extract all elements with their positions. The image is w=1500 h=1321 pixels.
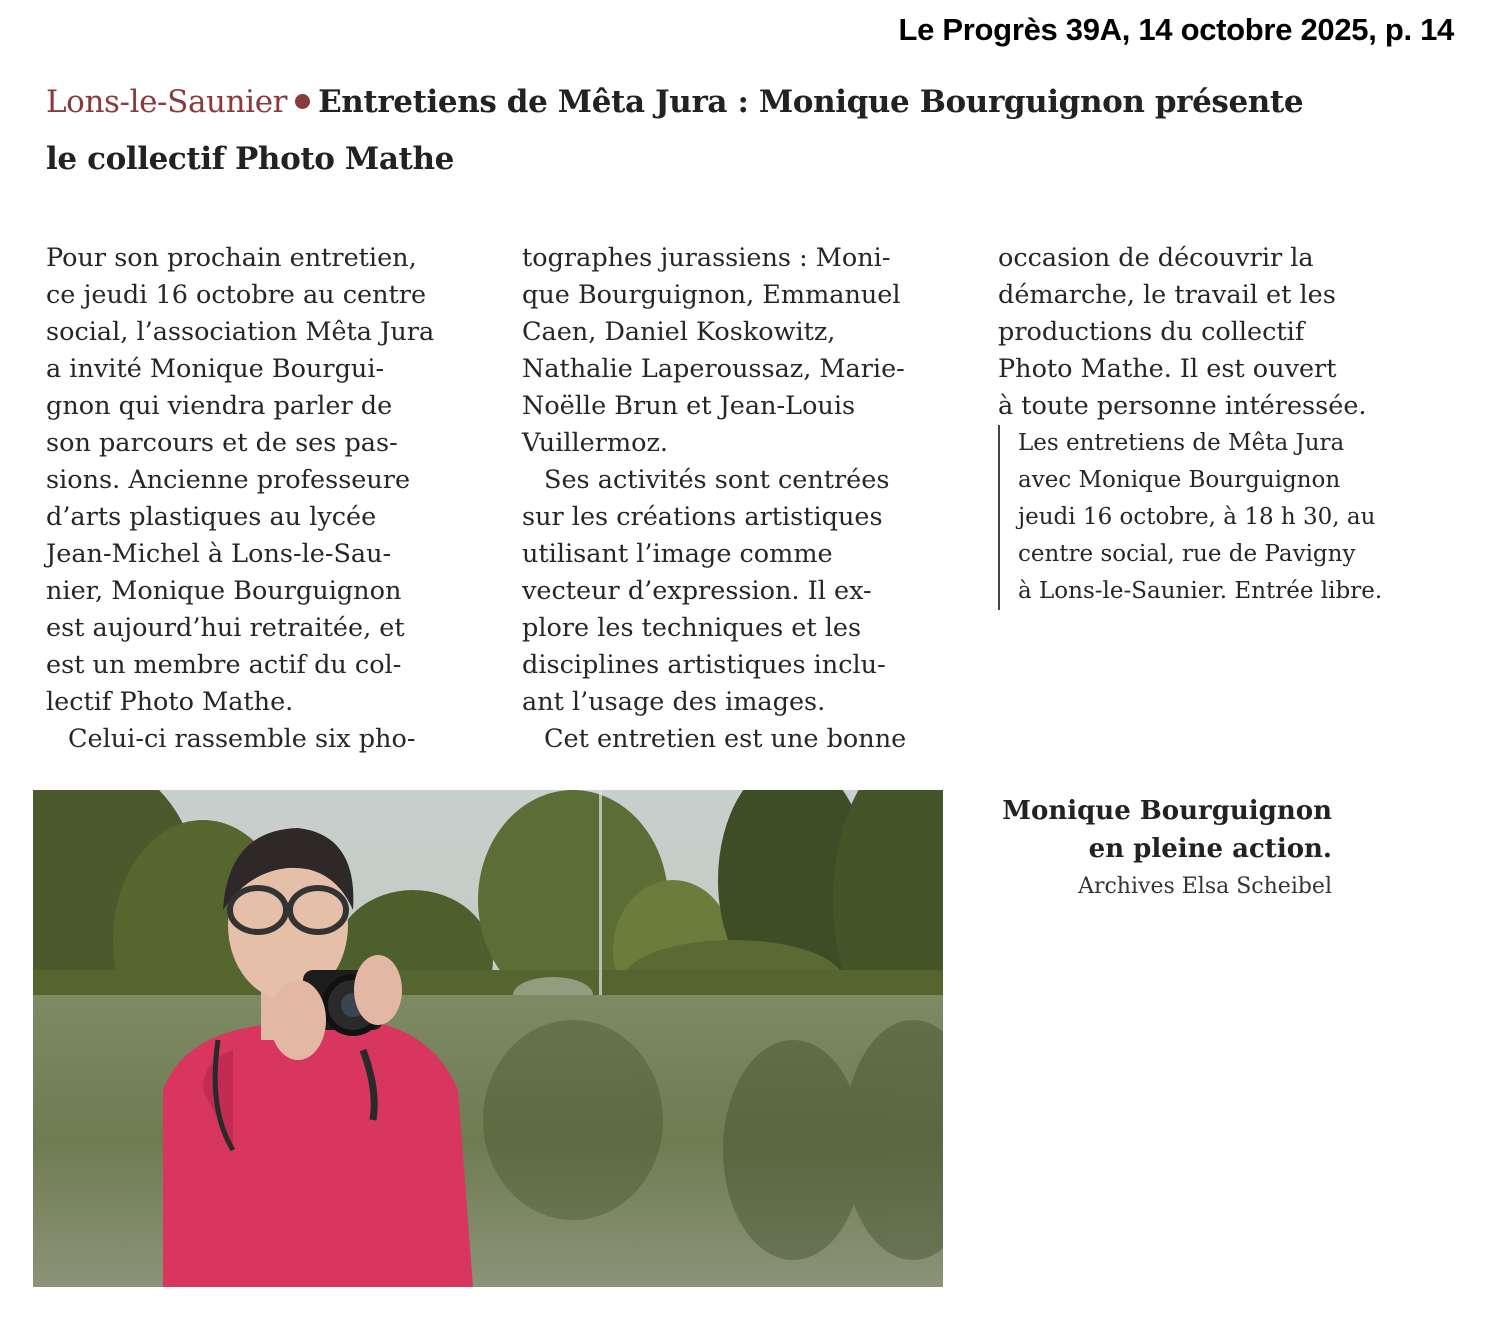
headline bbox=[46, 74, 1446, 188]
info-line: avec Monique Bourguignon bbox=[1018, 467, 1341, 493]
photo-caption bbox=[980, 792, 1332, 906]
text-line: à toute personne intéressée. bbox=[998, 391, 1367, 421]
info-line: à Lons-le-Saunier. Entrée libre. bbox=[1018, 578, 1383, 604]
text-line: Pour son prochain entretien, bbox=[46, 243, 417, 273]
text-line: son parcours et de ses pas- bbox=[46, 428, 398, 458]
text-line: sur les créations artistiques bbox=[522, 502, 883, 532]
text-line: Celui-ci rassemble six pho- bbox=[68, 724, 416, 754]
info-line: Les entretiens de Mêta Jura bbox=[1018, 430, 1345, 456]
text-line: tographes jurassiens : Moni- bbox=[522, 243, 891, 273]
text-line: occasion de découvrir la bbox=[998, 243, 1314, 273]
article-column-3 bbox=[998, 240, 1367, 425]
text-line: ce jeudi 16 octobre au centre bbox=[46, 280, 427, 310]
text-line: Noëlle Brun et Jean-Louis bbox=[522, 391, 856, 421]
text-line: Caen, Daniel Koskowitz, bbox=[522, 317, 836, 347]
text-line: que Bourguignon, Emmanuel bbox=[522, 280, 901, 310]
headline-location: Lons-le-Saunier bbox=[46, 84, 288, 120]
text-line: gnon qui viendra parler de bbox=[46, 391, 393, 421]
source-citation: Le Progrès 39A, 14 octobre 2025, p. 14 bbox=[898, 12, 1454, 47]
caption-line1: Monique Bourguignon bbox=[1002, 796, 1332, 826]
text-line: ant l’usage des images. bbox=[522, 687, 826, 717]
article-column-1 bbox=[46, 240, 434, 758]
event-info-box bbox=[998, 425, 1382, 610]
text-line: Jean-Michel à Lons-le-Sau- bbox=[46, 539, 392, 569]
text-line: a invité Monique Bourgui- bbox=[46, 354, 385, 384]
article-photo bbox=[33, 790, 943, 1287]
article-column-2 bbox=[522, 240, 906, 758]
text-line: démarche, le travail et les bbox=[998, 280, 1336, 310]
text-line: est un membre actif du col- bbox=[46, 650, 402, 680]
text-line: lectif Photo Mathe. bbox=[46, 687, 294, 717]
fountain-jet bbox=[599, 790, 602, 1000]
text-line: utilisant l’image comme bbox=[522, 539, 833, 569]
text-line: social, l’association Mêta Jura bbox=[46, 317, 435, 347]
caption-line2: en pleine action. bbox=[1088, 834, 1332, 864]
photo-illustration bbox=[33, 790, 943, 1287]
bullet-dot bbox=[295, 94, 310, 109]
info-line: jeudi 16 octobre, à 18 h 30, au bbox=[1018, 504, 1376, 530]
text-line: vecteur d’expression. Il ex- bbox=[522, 576, 872, 606]
text-line: productions du collectif bbox=[998, 317, 1305, 347]
text-line: Ses activités sont centrées bbox=[544, 465, 890, 495]
text-line: Photo Mathe. Il est ouvert bbox=[998, 354, 1337, 384]
text-line: Nathalie Laperoussaz, Marie- bbox=[522, 354, 905, 384]
text-line: Cet entretien est une bonne bbox=[544, 724, 907, 754]
headline-title-line2: le collectif Photo Mathe bbox=[46, 141, 454, 177]
text-line: plore les techniques et les bbox=[522, 613, 862, 643]
text-line: d’arts plastiques au lycée bbox=[46, 502, 377, 532]
text-line: nier, Monique Bourguignon bbox=[46, 576, 402, 606]
headline-title-line1: Entretiens de Mêta Jura : Monique Bourguignon présente bbox=[318, 84, 1304, 120]
text-line: sions. Ancienne professeure bbox=[46, 465, 411, 495]
text-line: disciplines artistiques inclu- bbox=[522, 650, 886, 680]
photo-credit: Archives Elsa Scheibel bbox=[1078, 874, 1332, 899]
text-line: Vuillermoz. bbox=[522, 428, 669, 458]
text-line: est aujourd’hui retraitée, et bbox=[46, 613, 405, 643]
info-line: centre social, rue de Pavigny bbox=[1018, 541, 1356, 567]
